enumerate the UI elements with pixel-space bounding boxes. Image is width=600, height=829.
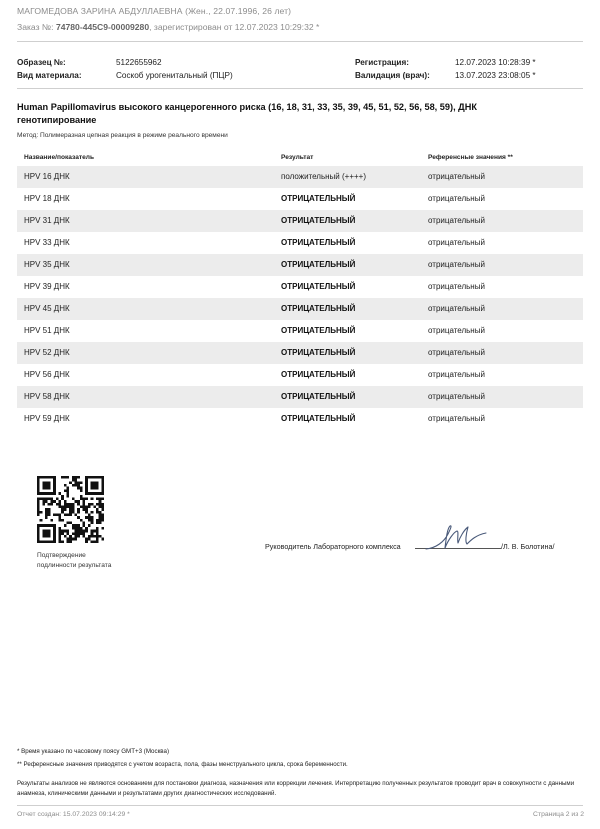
row-reference: отрицательный — [428, 304, 485, 313]
qr-code-icon[interactable] — [37, 476, 104, 543]
row-result: ОТРИЦАТЕЛЬНЫЙ — [281, 260, 356, 269]
column-header-result: Результат — [281, 154, 314, 161]
results-table — [17, 166, 583, 430]
order-label: Заказ №: — [17, 22, 54, 32]
signature-label: Руководитель Лабораторного комплекса — [265, 542, 401, 551]
table-row — [17, 408, 583, 430]
row-result: ОТРИЦАТЕЛЬНЫЙ — [281, 304, 356, 313]
row-result: ОТРИЦАТЕЛЬНЫЙ — [281, 348, 356, 357]
row-name: HPV 33 ДНК — [24, 238, 70, 247]
meta-divider — [17, 88, 583, 89]
table-row — [17, 386, 583, 408]
test-method: Метод: Полимеразная цепная реакция в режиме реального времени — [17, 132, 228, 139]
table-row — [17, 254, 583, 276]
row-name: HPV 51 ДНК — [24, 326, 70, 335]
validation-label: Валидация (врач): — [355, 71, 430, 80]
qr-caption — [37, 551, 147, 571]
column-header-reference: Референсные значения ** — [428, 154, 513, 161]
row-result: ОТРИЦАТЕЛЬНЫЙ — [281, 370, 356, 379]
qr-caption-line-1: Подтверждение — [37, 552, 86, 559]
table-row — [17, 210, 583, 232]
row-reference: отрицательный — [428, 238, 485, 247]
row-reference: отрицательный — [428, 260, 485, 269]
disclaimer: Результаты анализов не являются основанием для постановки диагноза, назначения или коррекции лечения. Интерпретацию полученных результатов проводит врач в совокупности с данными анамнеза, клиническими данными и результатами других диагностических исследований. — [17, 780, 575, 797]
row-name: HPV 58 ДНК — [24, 392, 70, 401]
row-name: HPV 45 ДНК — [24, 304, 70, 313]
table-row — [17, 232, 583, 254]
report-created: Отчет создан: 15.07.2023 09:14:29 * — [17, 811, 130, 818]
test-title: Human Papillomavirus высокого канцерогенного риска (16, 18, 31, 33, 35, 39, 45, 51, 52, 56, 58, 59), ДНК генотипирование — [17, 102, 477, 125]
row-name: HPV 35 ДНК — [24, 260, 70, 269]
registration-label: Регистрация: — [355, 58, 409, 67]
row-reference: отрицательный — [428, 348, 485, 357]
table-row — [17, 166, 583, 188]
row-name: HPV 18 ДНК — [24, 194, 70, 203]
row-name: HPV 39 ДНК — [24, 282, 70, 291]
table-row — [17, 320, 583, 342]
row-name: HPV 16 ДНК — [24, 172, 70, 181]
row-reference: отрицательный — [428, 194, 485, 203]
table-row — [17, 364, 583, 386]
row-result: ОТРИЦАТЕЛЬНЫЙ — [281, 238, 356, 247]
row-result: ОТРИЦАТЕЛЬНЫЙ — [281, 194, 356, 203]
page-number: Страница 2 из 2 — [533, 811, 584, 818]
order-registered: , зарегистрирован от 12.07.2023 10:29:32 * — [149, 22, 320, 32]
row-reference: отрицательный — [428, 282, 485, 291]
sample-value: 5122655962 — [116, 58, 162, 67]
row-result: ОТРИЦАТЕЛЬНЫЙ — [281, 326, 356, 335]
row-reference: отрицательный — [428, 326, 485, 335]
material-label: Вид материала: — [17, 71, 82, 80]
table-row — [17, 298, 583, 320]
row-reference: отрицательный — [428, 370, 485, 379]
footnote-reference: ** Референсные значения приводятся с учетом возраста, пола, фазы менструального цикла, срока беременности. — [17, 761, 348, 768]
order-number: 74780-445C9-00009280 — [55, 22, 150, 32]
table-row — [17, 188, 583, 210]
row-reference: отрицательный — [428, 414, 485, 423]
table-row — [17, 342, 583, 364]
header-divider — [17, 41, 583, 42]
table-row — [17, 276, 583, 298]
row-result: ОТРИЦАТЕЛЬНЫЙ — [281, 282, 356, 291]
sample-label: Образец №: — [17, 58, 66, 67]
row-result: ОТРИЦАТЕЛЬНЫЙ — [281, 414, 356, 423]
material-value: Соскоб урогенитальный (ПЦР) — [116, 71, 233, 80]
row-name: HPV 56 ДНК — [24, 370, 70, 379]
row-result: ОТРИЦАТЕЛЬНЫЙ — [281, 392, 356, 401]
footnote-timezone: * Время указано по часовому поясу GMT+3 (Москва) — [17, 748, 170, 755]
signature-name: /Л. В. Болотина/ — [501, 542, 555, 551]
row-name: HPV 31 ДНК — [24, 216, 70, 225]
row-name: HPV 52 ДНК — [24, 348, 70, 357]
registration-value: 12.07.2023 10:28:39 * — [455, 58, 536, 67]
validation-value: 13.07.2023 23:08:05 * — [455, 71, 536, 80]
row-reference: отрицательный — [428, 172, 485, 181]
row-result: положительный (++++) — [281, 172, 367, 181]
patient-header: МАГОМЕДОВА ЗАРИНА АБДУЛЛАЕВНА (Жен., 22.07.1996, 26 лет) — [17, 6, 292, 16]
column-header-name: Название/показатель — [24, 154, 95, 161]
order-header — [17, 22, 319, 32]
row-name: HPV 59 ДНК — [24, 414, 70, 423]
row-reference: отрицательный — [428, 392, 485, 401]
qr-caption-line-2: подлинности результата — [37, 562, 112, 569]
row-result: ОТРИЦАТЕЛЬНЫЙ — [281, 216, 356, 225]
handwritten-signature — [424, 522, 488, 552]
row-reference: отрицательный — [428, 216, 485, 225]
footer-divider — [17, 805, 583, 806]
